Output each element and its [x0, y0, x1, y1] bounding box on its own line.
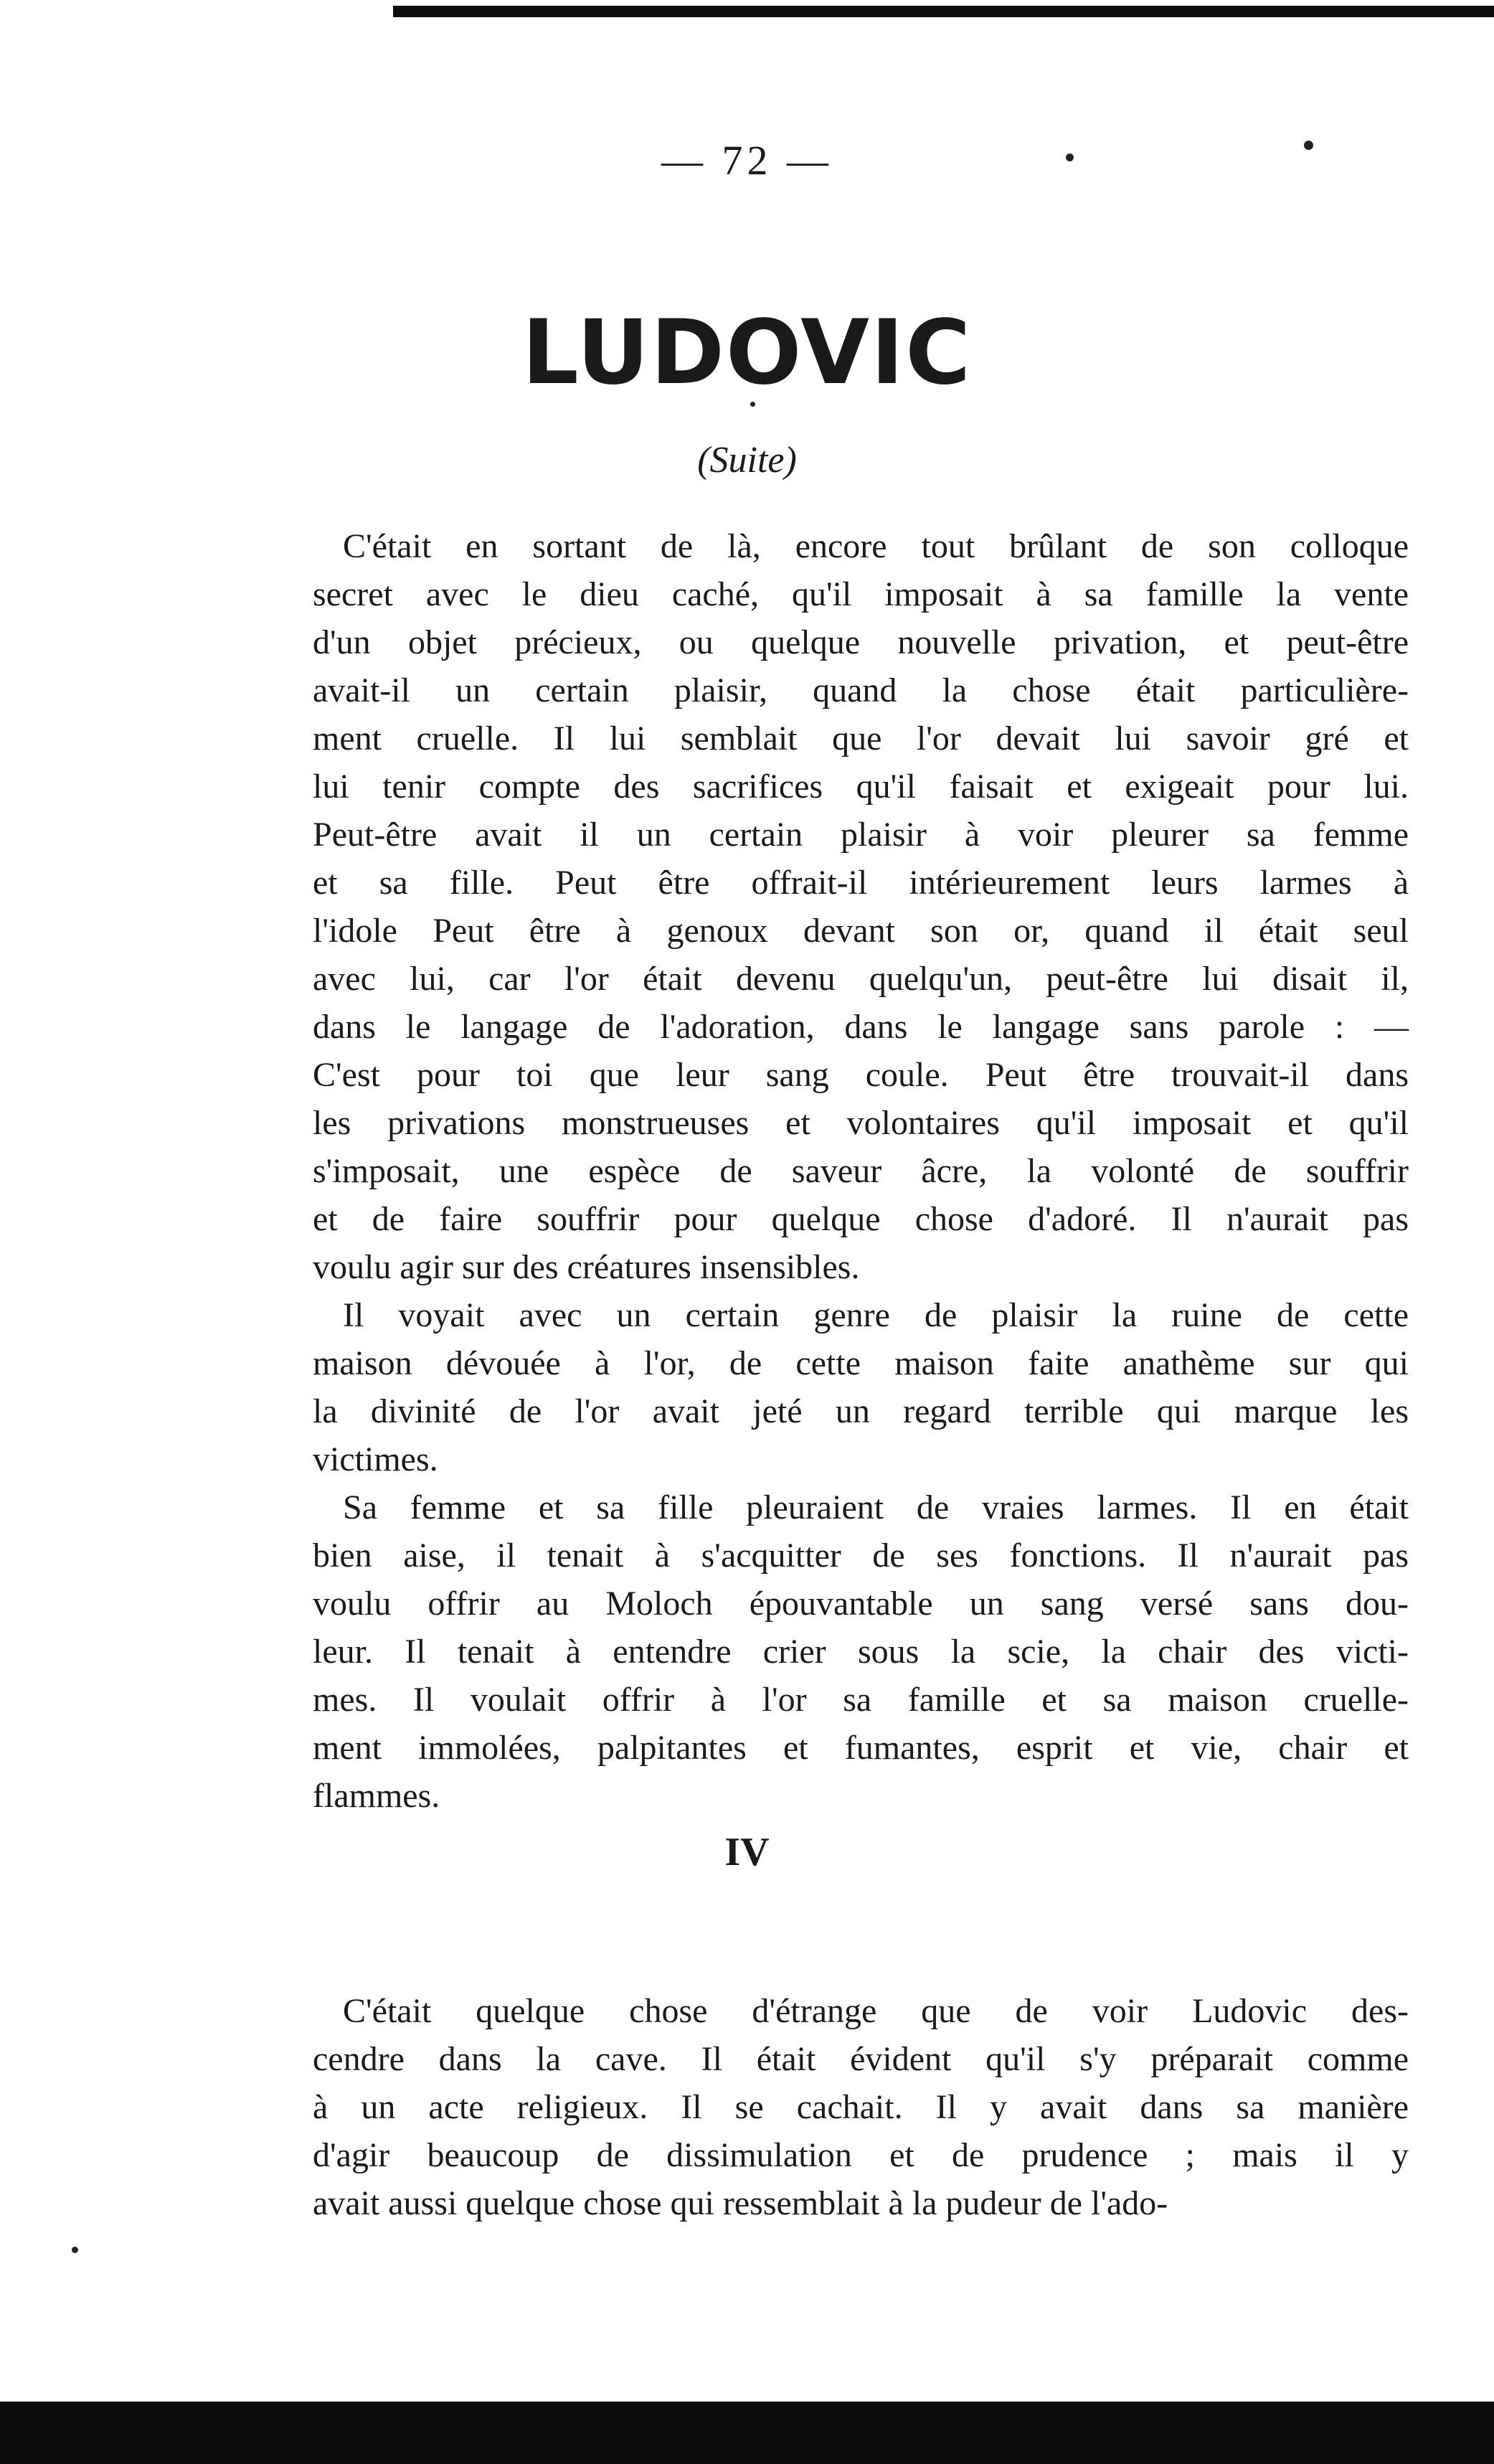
text-line: Il voyait avec un certain genre de plaisir la ruine de cette	[343, 1296, 1409, 1334]
text-line: avec lui, car l'or était devenu quelqu'un, peut-être lui disait il,	[313, 960, 1409, 998]
text-line: maison dévouée à l'or, de cette maison faite anathème sur qui	[313, 1344, 1409, 1382]
text-line: les privations monstrueuses et volontaires qu'il imposait et qu'il	[313, 1104, 1409, 1142]
chapter-title: LUDOVIC	[521, 301, 973, 405]
ink-speck	[72, 2247, 78, 2253]
text-line: et sa fille. Peut être offrait-il intérieurement leurs larmes à	[313, 864, 1409, 902]
text-line: voulu agir sur des créatures insensibles.	[313, 1248, 860, 1286]
paragraph	[313, 522, 1409, 1291]
text-line: s'imposait, une espèce de saveur âcre, la volonté de souffrir	[313, 1152, 1409, 1190]
text-line: C'était quelque chose d'étrange que de voir Ludovic des-	[343, 1992, 1409, 2030]
text-line: leur. Il tenait à entendre crier sous la scie, la chair des victi-	[313, 1633, 1409, 1671]
text-line: bien aise, il tenait à s'acquitter de ses fonctions. Il n'aurait pas	[313, 1537, 1409, 1575]
text-line: mes. Il voulait offrir à l'or sa famille et sa maison cruelle-	[313, 1681, 1409, 1719]
text-line: cendre dans la cave. Il était évident qu'il s'y préparait comme	[313, 2040, 1409, 2078]
text-line: et de faire souffrir pour quelque chose d'adoré. Il n'aurait pas	[313, 1200, 1409, 1238]
top-border-rule	[393, 6, 1494, 17]
page-number: — 72 —	[661, 137, 833, 184]
text-line: ment cruelle. Il lui semblait que l'or devait lui savoir gré et	[313, 719, 1409, 757]
section-heading: IV	[724, 1830, 770, 1874]
text-line: C'était en sortant de là, encore tout brûlant de son colloque	[343, 527, 1409, 565]
body-text-part-1	[313, 522, 1409, 1820]
text-line: d'un objet précieux, ou quelque nouvelle privation, et peut-être	[313, 623, 1409, 661]
text-line: dans le langage de l'adoration, dans le langage sans parole : —	[313, 1008, 1409, 1046]
text-line: flammes.	[313, 1777, 440, 1815]
text-line: la divinité de l'or avait jeté un regard terrible qui marque les	[313, 1392, 1409, 1430]
bottom-border-band	[0, 2402, 1494, 2464]
text-line: à un acte religieux. Il se cachait. Il y avait dans sa manière	[313, 2088, 1409, 2126]
text-line: avait aussi quelque chose qui ressemblait à la pudeur de l'ado-	[313, 2184, 1168, 2222]
text-line: C'est pour toi que leur sang coule. Peut être trouvait-il dans	[313, 1056, 1409, 1094]
text-line: lui tenir compte des sacrifices qu'il faisait et exigeait pour lui.	[313, 768, 1409, 806]
text-line: voulu offrir au Moloch épouvantable un sang versé sans dou-	[313, 1585, 1409, 1623]
text-line: Sa femme et sa fille pleuraient de vraies larmes. Il en était	[343, 1488, 1409, 1526]
text-line: secret avec le dieu caché, qu'il imposait à sa famille la vente	[313, 575, 1409, 613]
text-line: Peut-être avait il un certain plaisir à voir pleurer sa femme	[313, 816, 1409, 854]
text-line: l'idole Peut être à genoux devant son or, quand il était seul	[313, 912, 1409, 950]
paragraph	[313, 1987, 1409, 2227]
body-text-part-2	[313, 1987, 1409, 2227]
chapter-subtitle: (Suite)	[697, 440, 797, 481]
text-line: avait-il un certain plaisir, quand la chose était particulière-	[313, 671, 1409, 709]
text-line: d'agir beaucoup de dissimulation et de prudence ; mais il y	[313, 2136, 1409, 2174]
text-line: victimes.	[313, 1440, 438, 1478]
text-line: ment immolées, palpitantes et fumantes, esprit et vie, chair et	[313, 1729, 1409, 1767]
paragraph	[313, 1291, 1409, 1483]
paragraph	[313, 1483, 1409, 1820]
